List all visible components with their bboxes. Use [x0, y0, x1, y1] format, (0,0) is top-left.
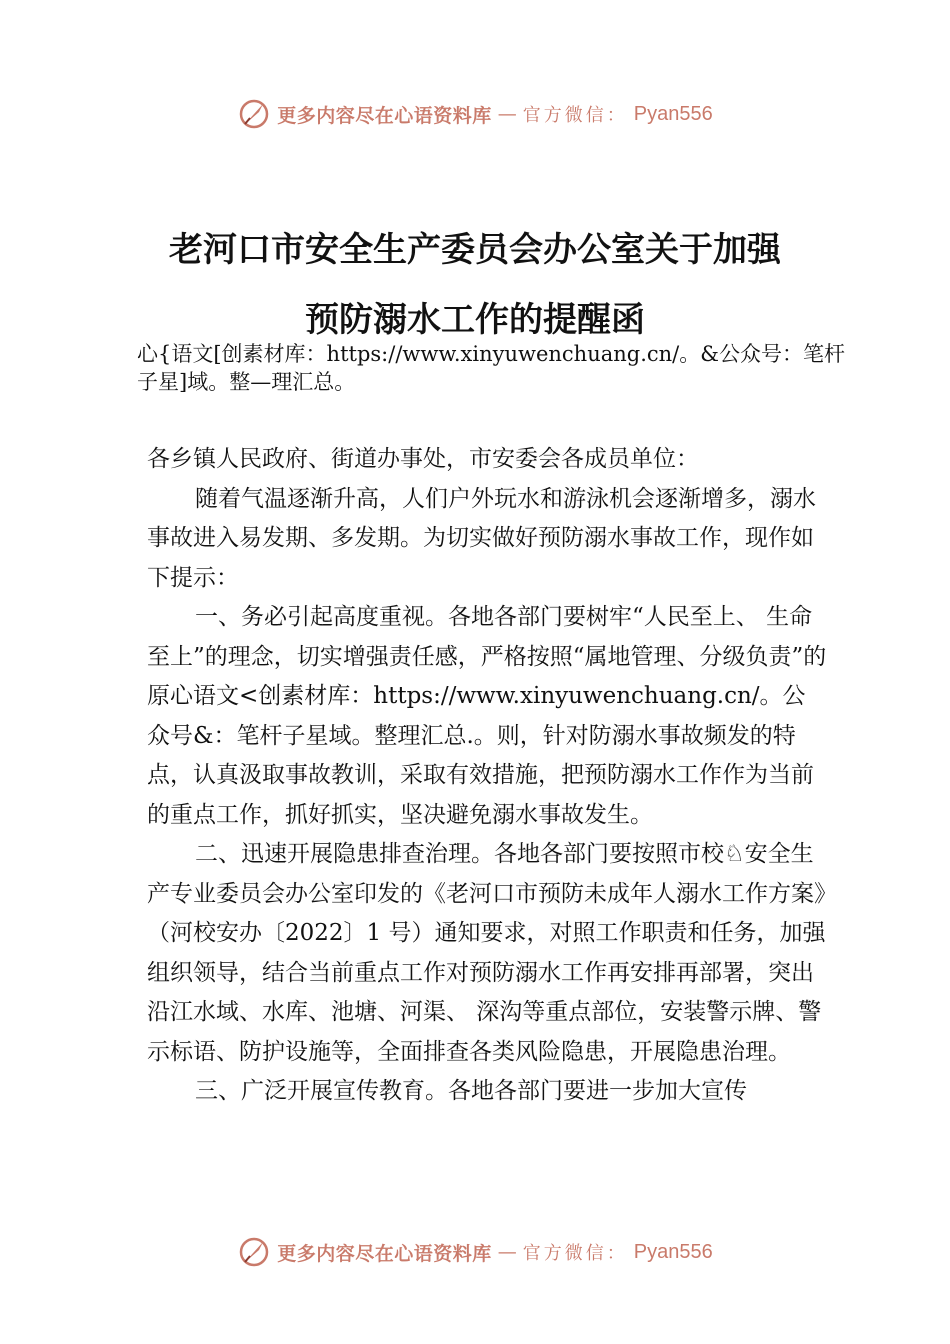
footer-watermark-banner — [0, 1230, 950, 1274]
banner-wechat-id: Pyan556 — [633, 102, 713, 125]
source-note: 心{语文[创素材库：https://www.xinyuwenchuang.cn/。&公众号：笔杆子星]域。整—理汇总。 — [137, 342, 845, 394]
banner-slogan: 更多内容尽在心语资料库 — [277, 1242, 492, 1265]
banner-wechat-label: 官方微信： — [522, 105, 628, 126]
banner-wechat-id: Pyan556 — [633, 1240, 713, 1263]
banner-wechat-label: 官方微信： — [522, 1243, 628, 1264]
paragraph-section-3: 三、广泛开展宣传教育。各地各部门要进一步加大宣传 — [195, 1078, 747, 1104]
quill-logo-icon — [237, 1235, 271, 1269]
document-title-line-2: 预防溺水工作的提醒函 — [305, 300, 645, 340]
header-watermark-banner — [0, 92, 950, 136]
banner-dash: — — [497, 1241, 517, 1263]
document-title-line-1: 老河口市安全生产委员会办公室关于加强 — [169, 230, 781, 270]
document-body — [147, 440, 827, 1112]
salutation: 各乡镇人民政府、街道办事处，市安委会各成员单位： — [147, 446, 699, 472]
banner-slogan: 更多内容尽在心语资料库 — [277, 104, 492, 127]
paragraph-section-2: 二、迅速开展隐患排查治理。各地各部门要按照市校♘安全生产专业委员会办公室印发的《老河口市预防未成年人溺水工作方案》（河校安办〔2022〕1 号）通知要求，对照工作职责和任务，加强组织领导，结合当前重点工作对预防溺水工作再安排再部署，突出沿江水域、水库、池塘、河渠、 深沟等重点部位，安装警示牌、警示标语、防护设施等，全面排查各类风险隐患，开展隐患治理。 — [147, 841, 826, 1065]
quill-logo-icon — [237, 97, 271, 131]
paragraph-section-1: 一、务必引起高度重视。各地各部门要树牢“人民至上、 生命至上”的理念，切实增强责任感，严格按照“属地管理、分级负责”的原心语文<创素材库：https://www.xinyuwenchuang.cn/。公众号&：笔杆子星域。整理汇总.。则，针对防溺水事故频发的特点，认真汲取事故教训，采取有效措施，把预防溺水工作作为当前的重点工作，抓好抓实，坚决避免溺水事故发生。 — [147, 604, 827, 828]
banner-dash: — — [497, 103, 517, 125]
paragraph-intro: 随着气温逐渐升高，人们户外玩水和游泳机会逐渐增多，溺水事故进入易发期、多发期。为切实做好预防溺水事故工作，现作如下提示： — [147, 485, 816, 591]
